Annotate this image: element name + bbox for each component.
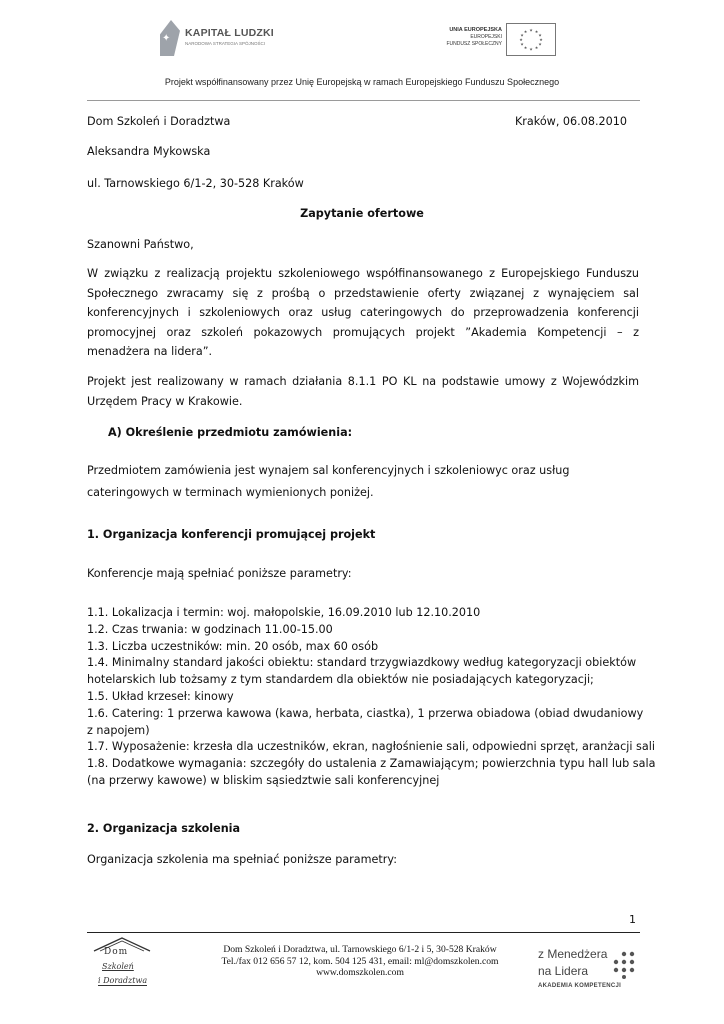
svg-text:★: ★ [534,45,539,50]
heading-conference: 1. Organizacja konferencji promującej projekt [87,528,376,541]
list-item: 1.2. Czas trwania: w godzinach 11.00-15.00 [87,622,333,636]
list-item: 1.4. Minimalny standard jakości obiektu: standard trzygwiazdkowy według kategoryzacji obiektów [87,656,637,670]
kapital-ludzki-subtitle: NARODOWA STRATEGIA SPÓJNOŚCI [185,41,266,46]
list-item: z napojem) [87,723,150,737]
list-item: 1.7. Wyposażenie: krzesła dla uczestników, ekran, nagłośnienie sali, odpowiedni sprzęt, aranżacji sali [87,740,655,754]
svg-text:★: ★ [520,41,524,47]
eu-line-2: EUROPEJSKI [470,34,502,40]
greeting: Szanowni Państwo, [87,238,194,251]
conference-parameters-list [87,605,656,790]
heading-training: 2. Organizacja szkolenia [87,822,241,835]
conference-intro: Konferencje mają spełniać poniższe parametry: [87,567,352,580]
footer-contact [200,944,520,979]
sender-name: Dom Szkoleń i Doradztwa [87,115,231,128]
svg-text:★: ★ [523,29,528,34]
dom-logo-line-2: Szkoleń [102,962,134,971]
eu-stars-icon [507,24,555,55]
dom-logo-line-3: i Doradztwa [98,976,148,985]
footer-phone-email: Tel./fax 012 656 57 12, kom. 504 125 431, email: ml@domszkolen.com [221,955,499,967]
eu-line-3: FUNDUSZ SPOŁECZNY [446,40,502,47]
list-item: 1.3. Liczba uczestników: min. 20 osób, max 60 osób [87,639,379,653]
ak-logo-line-3: AKADEMIA KOMPETENCJI [538,983,622,989]
recipient-address: ul. Tarnowskiego 6/1-2, 30-528 Kraków [87,177,304,190]
svg-text:★: ★ [534,29,539,34]
list-item: hotelarskich lub tożsamy z tym standardem dla obiektów nie posiadających kategoryzacji; [87,673,594,687]
svg-text:★: ★ [529,46,533,52]
kapital-ludzki-logo [160,18,285,58]
eu-line-1: UNIA EUROPEJSKA [449,27,502,33]
svg-text:★: ★ [539,37,543,42]
cofinancing-caption: Projekt współfinansowany przez Unię Europejską w ramach Europejskiego Funduszu Społecznego [164,77,560,87]
place-date: Kraków, 06.08.2010 [514,115,627,128]
section-a-heading: A) Określenie przedmiotu zamówienia: [108,426,353,439]
kapital-ludzki-title: KAPITAŁ LUDZKI [185,27,274,39]
eu-flag-icon [506,23,556,56]
project-paragraph: Projekt jest realizowany w ramach działania 8.1.1 PO KL na podstawie umowy z Wojewódzkim Urzędem Pracy w Krakowie. [87,375,639,408]
svg-text:★: ★ [519,37,523,42]
footer-website: www.domszkolen.com [316,967,404,978]
footer-divider [87,932,640,933]
svg-text:★: ★ [523,45,528,50]
intro-paragraph: W związku z realizacją projektu szkoleniowego współfinansowanego z Europejskiego Funduszu Społecznego zwracamy się z prośbą o przedstawienie oferty związanej z wynajęciem sal konferencyjnych i szkoleniowych oraz usług cateringowych do przeprowadzenia konferencji promocyjnej oraz szkoleń pokazowych promujących projekt ”Akademia Kompetencji – z menadżera na lidera”. [87,267,639,358]
subject-paragraph: Przedmiotem zamówienia jest wynajem sal konferencyjnych i szkoleniowyc oraz usług cateringowych w terminach wymienionych poniżej. [87,464,570,499]
svg-text:★: ★ [538,32,542,38]
ak-logo-line-2: na Lidera [538,964,589,978]
star-icon: ✦ [162,33,171,44]
training-intro: Organizacja szkolenia ma spełniać poniższe parametry: [87,853,397,866]
dom-szkolen-logo [88,936,158,990]
footer-address: Dom Szkoleń i Doradztwa, ul. Tarnowskiego 6/1-2 i 5, 30-528 Kraków [223,944,497,955]
list-item: 1.8. Dodatkowe wymagania: szczegóły do ustalenia z Zamawiającym; powierzchnia typu hall lub sala [87,757,656,771]
list-item: 1.6. Catering: 1 przerwa kawowa (kawa, herbata, ciastka), 1 przerwa obiadowa (obiad dwudaniowy [87,706,644,720]
dots-icon [610,951,638,979]
svg-text:★: ★ [529,27,533,33]
header-divider [87,100,640,101]
svg-text:★: ★ [520,32,524,38]
recipient-name: Aleksandra Mykowska [87,145,211,158]
dom-logo-line-1: Dom [104,947,129,957]
document-title: Zapytanie ofertowe [300,207,424,220]
eu-logo-text [420,27,502,47]
akademia-kompetencji-logo [538,947,638,992]
page-number: 1 [629,913,636,926]
ak-logo-line-1: z Menedżera [538,947,608,961]
svg-text:★: ★ [538,41,542,47]
list-item: (na przerwy kawowe) w bliskim sąsiedztwie sali konferencyjnej [87,773,440,787]
list-item: 1.1. Lokalizacja i termin: woj. małopolskie, 16.09.2010 lub 12.10.2010 [87,606,481,619]
list-item: 1.5. Układ krzeseł: kinowy [87,689,234,703]
